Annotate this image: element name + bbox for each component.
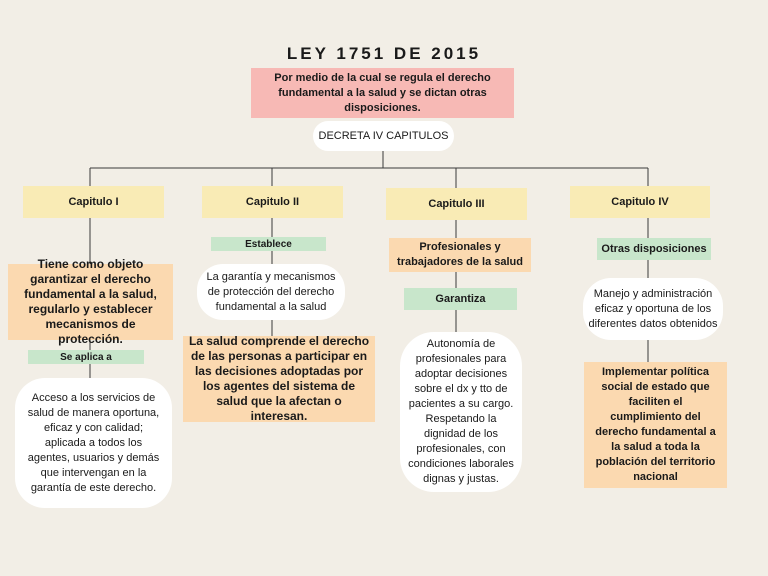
chapter-2-main-box: La salud comprende el derecho de las personas a participar en las decisiones adoptadas por los agentes del sistema de salud que la afectan o interesan.	[183, 336, 375, 422]
decreta-box: DECRETA IV CAPITULOS	[313, 121, 454, 151]
chapter-3-connector: Garantiza	[404, 288, 517, 310]
chapter-3-header: Capitulo III	[386, 188, 527, 220]
chapter-4-main-box: Implementar política social de estado que faciliten el cumplimiento del derecho fundamental a la salud a toda la población del territorio nacional	[584, 362, 727, 488]
chapter-1-connector: Se aplica a	[28, 350, 144, 364]
chapter-4-connector: Otras disposiciones	[597, 238, 711, 260]
chapter-2-header: Capitulo II	[202, 186, 343, 218]
chapter-4-header: Capitulo IV	[570, 186, 710, 218]
chapter-2-detail-box: La garantía y mecanismos de protección del derecho fundamental a la salud	[197, 264, 345, 320]
subtitle-box: Por medio de la cual se regula el derecho fundamental a la salud y se dictan otras disposiciones.	[251, 68, 514, 118]
chapter-4-detail-box: Manejo y administración eficaz y oportuna de los diferentes datos obtenidos	[583, 278, 723, 340]
chapter-1-detail-box: Acceso a los servicios de salud de manera oportuna, eficaz y con calidad; aplicada a todos los agentes, usuarios y demás que intervengan en la garantía de este derecho.	[15, 378, 172, 508]
chapter-1-main-box: Tiene como objeto garantizar el derecho fundamental a la salud, regularlo y establecer mecanismos de protección.	[8, 264, 173, 340]
chapter-2-connector: Establece	[211, 237, 326, 251]
chapter-3-detail-box: Autonomía de profesionales para adoptar decisiones sobre el dx y tto de pacientes a su cargo. Respetando la dignidad de los profesionales, con condiciones laborales dignas y justas.	[400, 332, 522, 492]
chapter-1-header: Capitulo I	[23, 186, 164, 218]
chapter-3-main-box: Profesionales y trabajadores de la salud	[389, 238, 531, 272]
diagram-title: LEY 1751 DE 2015	[286, 44, 482, 63]
